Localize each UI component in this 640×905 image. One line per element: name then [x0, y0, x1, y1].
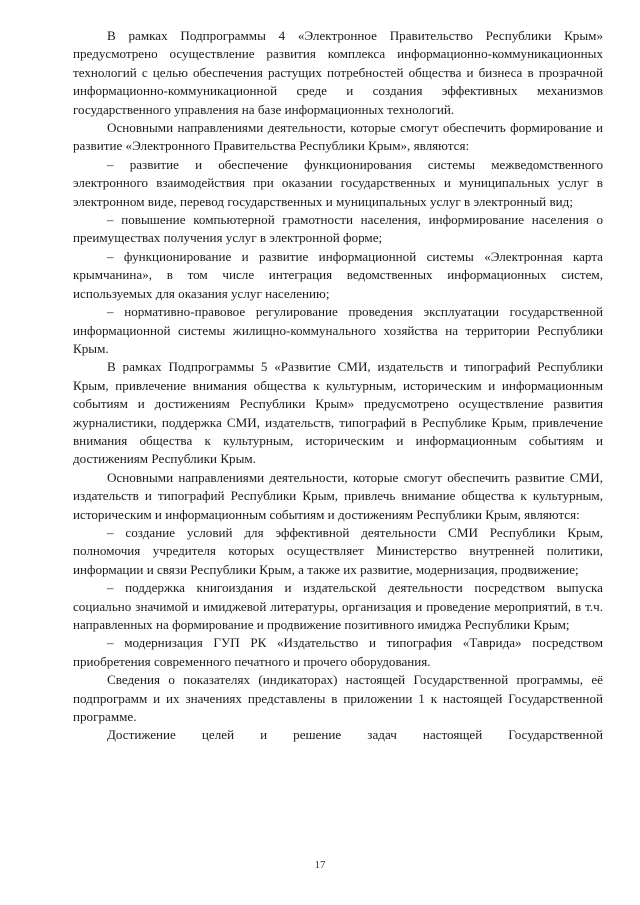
list-item: – развитие и обеспечение функционирования системы межведомственного электронного взаимодействия при оказании государственных и муниципальных услуг в электронном виде, перевод государственных и муниципальных услуг в электронный вид;	[73, 156, 603, 209]
page-number: 17	[314, 859, 326, 871]
paragraph-indicators: Сведения о показателях (индикаторах) настоящей Государственной программы, её подпрограмм и их значениях представлены в приложении 1 к настоящей Государственной программе.	[73, 672, 603, 725]
paragraph-directions-intro-1: Основными направлениями деятельности, которые смогут обеспечить формирование и развитие «Электронного Правительства Республики Крым», являются:	[73, 120, 603, 154]
paragraph-subprogram-5: В рамках Подпрограммы 5 «Развитие СМИ, издательств и типографий Республики Крым, привлечение внимания общества к культурным, историческим и информационным событиям и достижениям Республики Крым» предусмотрено осуществление развития журналистики, поддержка СМИ, издательств, типографий в Республике Крым, привлечение внимания общества к культурным, историческим и информационным событиям и достижениям Республики Крым.	[73, 359, 603, 467]
list-item: – повышение компьютерной грамотности населения, информирование населения о преимуществах получения услуг в электронной форме;	[73, 212, 603, 246]
list-item: – поддержка книгоиздания и издательской деятельности посредством выпуска социально значимой и имиджевой литературы, организация и проведение мероприятий, в т.ч. направленных на формирование и продвижение позитивного имиджа Республики Крым;	[73, 580, 603, 632]
paragraph-directions-intro-2: Основными направлениями деятельности, которые смогут обеспечить развитие СМИ, издательств и типографий Республики Крым, привлечь внимание общества к культурным, историческим и информационным событиям и достижениям Республики Крым, являются:	[73, 469, 603, 522]
list-item: – модернизация ГУП РК «Издательство и типография «Таврида» посредством приобретения современного печатного и прочего оборудования.	[73, 635, 603, 669]
paragraph-continued: Достижение целей и решение задач настоящей Государственной	[107, 727, 603, 743]
paragraph-subprogram-4: В рамках Подпрограммы 4 «Электронное Правительство Республики Крым» предусмотрено осуществление развития комплекса информационно-коммуникационных технологий с целью обеспечения растущих потребностей общества и бизнеса в прозрачной информационно-коммуникационной среде и создания эффективных механизмов государственного управления на базе информационных технологий.	[73, 28, 603, 117]
list-item: – создание условий для эффективной деятельности СМИ Республики Крым, полномочия учредителя которых осуществляет Министерство внутренней политики, информации и связи Республики Крым, а также их развитие, модернизация, продвижение;	[73, 524, 603, 577]
list-item: – функционирование и развитие информационной системы «Электронная карта крымчанина», в том числе интеграция ведомственных информационных систем, используемых для оказания услуг населению;	[73, 248, 603, 301]
list-item: – нормативно-правовое регулирование проведения эксплуатации государственной информационной системы жилищно-коммунального хозяйства на территории Республики Крым.	[73, 304, 603, 356]
document-body	[73, 27, 603, 745]
